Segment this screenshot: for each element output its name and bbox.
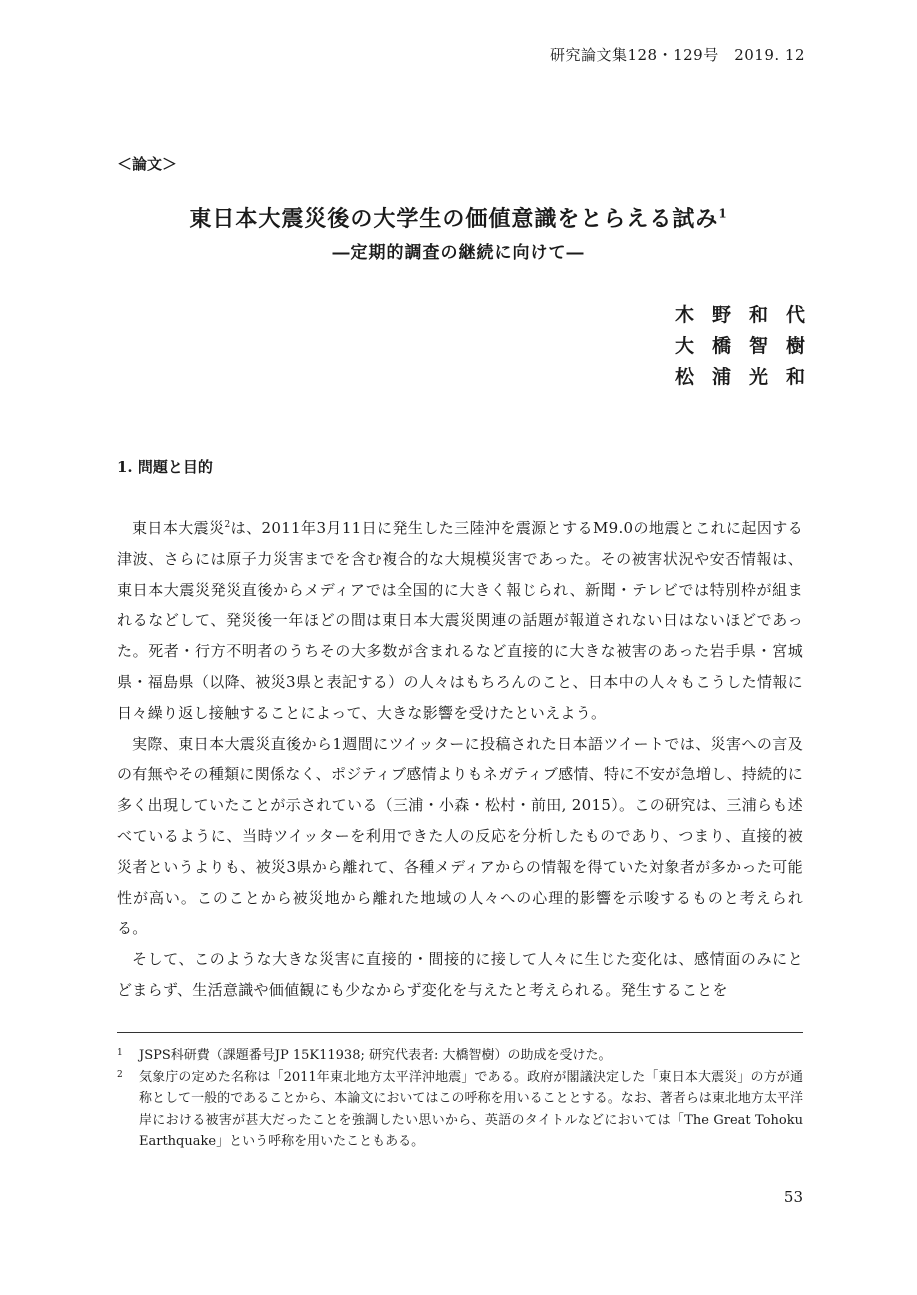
section-heading: 1. 問題と目的 xyxy=(117,458,213,476)
paragraph-text: 東日本大震災 xyxy=(132,519,225,537)
footnote-text: JSPS科研費（課題番号JP 15K11938; 研究代表者: 大橋智樹）の助成を受けた。 xyxy=(139,1048,612,1063)
title-text: 東日本大震災後の大学生の価値意識をとらえる試み xyxy=(189,206,719,232)
footnote-number: 1 xyxy=(117,1048,123,1058)
paragraph-text: は、2011年3月11日に発生した三陸沖を震源とするM9.0の地震とこれに起因する津波、さらには原子力災害までを含む複合的な大規模災害であった。その被害状況や安否情報は、東日本大震災発災直後からメディアでは全国的に大きく報じられ、新聞・テレビでは特別枠が組まれるなどして、発災後一年ほどの間は東日本大震災関連の話題が報道されない日はないほどであった。死者・行方不明者のうちその大多数が含まれるなど直接的に大きな被害のあった岩手県・宮城県・福島県（以降、被災3県と表記する）の人々はもちろんのこと、日本中の人々もこうした情報に日々繰り返し接触することによって、大きな影響を受けたといえよう。 xyxy=(117,519,803,722)
journal-header: 研究論文集128・129号 2019. 12 xyxy=(549,46,805,64)
author-name: 大橋智樹 xyxy=(674,335,823,357)
footnote xyxy=(117,1067,803,1153)
footnote xyxy=(117,1045,803,1067)
footnotes xyxy=(117,1045,803,1153)
article-title xyxy=(0,202,917,233)
title-footnote-marker: 1 xyxy=(718,206,728,221)
footnote-marker: 2 xyxy=(224,520,231,530)
author-name: 木野和代 xyxy=(674,304,823,326)
paragraph xyxy=(117,513,803,729)
footnote-divider xyxy=(117,1032,803,1033)
article-type-label: ＜論文＞ xyxy=(117,155,178,173)
paragraph: そして、このような大きな災害に直接的・間接的に接して人々に生じた変化は、感情面のみにとどまらず、生活意識や価値観にも少なからず変化を与えたと考えられる。発生することを xyxy=(117,950,803,999)
footnote-text: 気象庁の定めた名称は「2011年東北地方太平洋沖地震」である。政府が閣議決定した「東日本大震災」の方が通称として一般的であることから、本論文においてはこの呼称を用いることとする。なお、著者らは東北地方太平洋岸における被害が甚大だったことを強調したい思いから、英語のタイトルなどにおいては「The Great Tohoku Earthquake」という呼称を用いたこともある。 xyxy=(139,1069,803,1149)
author-list xyxy=(674,300,823,393)
body-text xyxy=(117,513,803,1006)
article-subtitle: ―定期的調査の継続に向けて― xyxy=(332,243,585,263)
author-name: 松浦光和 xyxy=(674,366,823,388)
page-number: 53 xyxy=(783,1188,803,1206)
footnote-number: 2 xyxy=(117,1069,123,1080)
paragraph: 実際、東日本大震災直後から1週間にツイッターに投稿された日本語ツイートでは、災害への言及の有無やその種類に関係なく、ポジティブ感情よりもネガティブ感情、特に不安が急増し、持続的に多く出現していたことが示されている（三浦・小森・松村・前田, 2015）。この研究は、三浦らも述べているように、当時ツイッターを利用できた人の反応を分析したものであり、つまり、直接的被災者というよりも、被災3県から離れて、各種メディアからの情報を得ていた対象者が多かった可能性が高い。このことから被災地から離れた地域の人々への心理的影響を示唆するものと考えられる。 xyxy=(117,734,803,938)
